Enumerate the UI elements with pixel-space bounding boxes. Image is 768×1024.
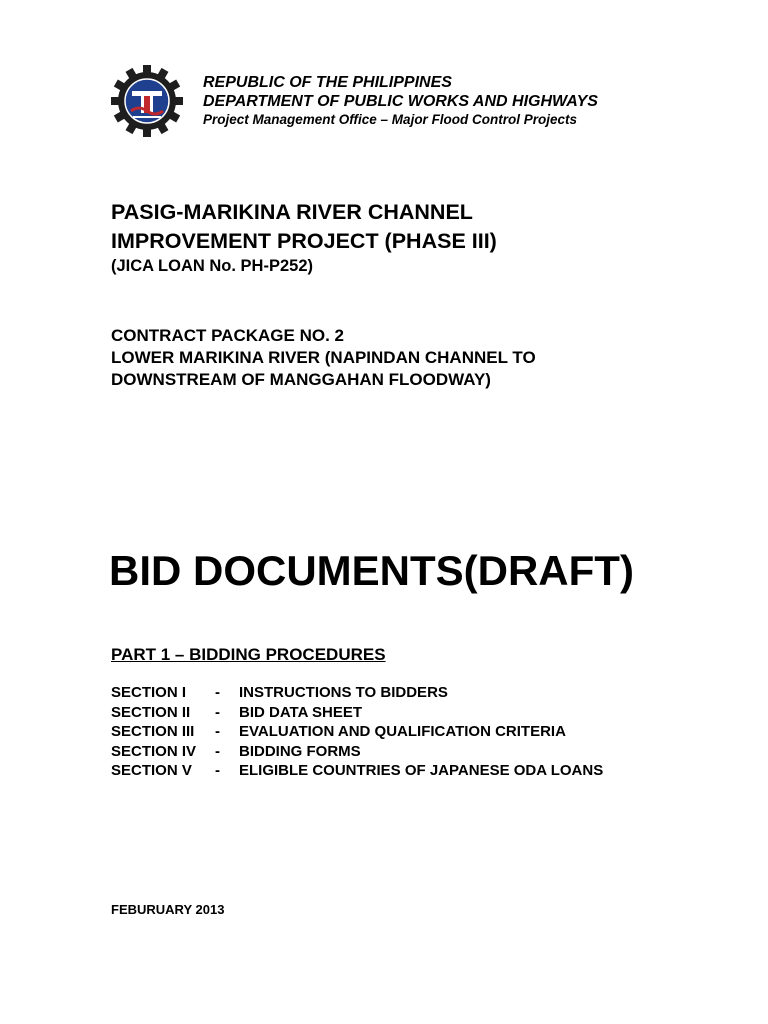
republic-line: REPUBLIC OF THE PHILIPPINES bbox=[203, 74, 452, 91]
section-label: SECTION V bbox=[111, 762, 192, 779]
section-title: INSTRUCTIONS TO BIDDERS bbox=[239, 684, 448, 701]
section-label: SECTION II bbox=[111, 703, 191, 721]
section-dash: - bbox=[215, 762, 220, 779]
loan-number: (JICA LOAN No. PH-P252) bbox=[111, 257, 313, 275]
section-label: SECTION III bbox=[111, 723, 195, 740]
package-description-line2: DOWNSTREAM OF MANGGAHAN FLOODWAY) bbox=[111, 370, 491, 389]
office-line: Project Management Office – Major Flood Control Projects bbox=[203, 112, 578, 127]
section-dash: - bbox=[215, 723, 220, 740]
section-row bbox=[111, 703, 603, 723]
dpwh-logo bbox=[108, 65, 186, 137]
document-date: FEBURUARY 2013 bbox=[111, 902, 225, 917]
department-line: DEPARTMENT OF PUBLIC WORKS AND HIGHWAYS bbox=[203, 93, 598, 110]
project-title-line1: PASIG-MARIKINA RIVER CHANNEL bbox=[111, 200, 473, 224]
dpwh-gear-seal-icon bbox=[108, 65, 186, 137]
section-title: EVALUATION AND QUALIFICATION CRITERIA bbox=[239, 723, 566, 740]
section-row bbox=[111, 742, 603, 762]
project-title-block bbox=[111, 198, 497, 276]
section-row bbox=[111, 683, 603, 703]
section-title: ELIGIBLE COUNTRIES OF JAPANESE ODA LOANS bbox=[239, 762, 604, 779]
section-list bbox=[111, 683, 603, 781]
contract-package-block bbox=[111, 325, 536, 391]
section-dash: - bbox=[215, 742, 220, 760]
part-heading: PART 1 – BIDDING PROCEDURES bbox=[111, 645, 386, 664]
package-number: CONTRACT PACKAGE NO. 2 bbox=[111, 326, 344, 345]
header-block bbox=[203, 73, 598, 129]
document-title: BID DOCUMENTS(DRAFT) bbox=[109, 547, 634, 594]
section-row bbox=[111, 761, 603, 781]
section-title: BID DATA SHEET bbox=[239, 703, 363, 721]
package-description-line1: LOWER MARIKINA RIVER (NAPINDAN CHANNEL TO bbox=[111, 348, 536, 367]
section-dash: - bbox=[215, 684, 220, 701]
section-title: BIDDING FORMS bbox=[239, 742, 361, 760]
section-label: SECTION I bbox=[111, 684, 187, 701]
section-row bbox=[111, 722, 603, 742]
project-title-line2: IMPROVEMENT PROJECT (PHASE III) bbox=[111, 229, 497, 253]
section-dash: - bbox=[215, 703, 220, 721]
section-label: SECTION IV bbox=[111, 742, 197, 760]
